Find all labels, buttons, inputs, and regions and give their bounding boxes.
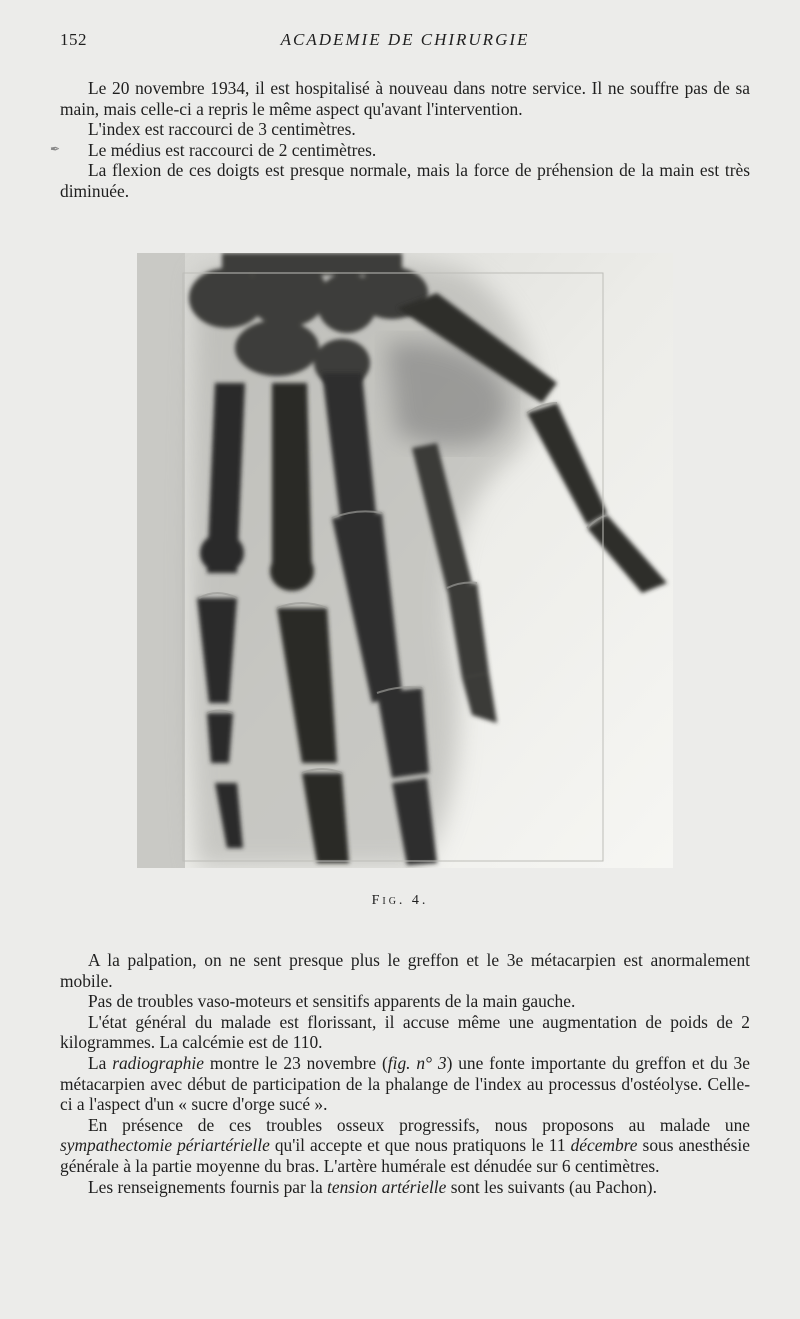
text-run: montre le 23 novembre ( bbox=[204, 1052, 388, 1073]
italic-term: tension artérielle bbox=[327, 1176, 447, 1197]
italic-date: décembre bbox=[570, 1135, 638, 1156]
paragraph: Pas de troubles vaso-moteurs et sensitifs apparents de la main gauche. bbox=[88, 991, 576, 1012]
figure-reference: fig. n° 3 bbox=[387, 1052, 447, 1073]
text-run: Les renseignements fournis par la bbox=[88, 1176, 328, 1197]
paragraph: L'index est raccourci de 3 centimètres. bbox=[88, 119, 356, 140]
paragraph bbox=[60, 1177, 750, 1198]
xray-hand-figure bbox=[137, 253, 673, 868]
text-run: En présence de ces troubles osseux progressifs, nous proposons au malade une bbox=[88, 1114, 750, 1135]
paragraph: Le 20 novembre 1934, il est hospitalisé à nouveau dans notre service. Il ne souffre pas de sa main, mais celle-ci a repris le même aspect qu'avant l'intervention. bbox=[60, 78, 750, 119]
text-run: sont les suivants (au Pachon). bbox=[446, 1176, 657, 1197]
page-header bbox=[60, 30, 750, 54]
text-run: sous anesthésie générale à la partie moyenne du bras. L'artère humérale est dénudée sur 6 centimètres. bbox=[60, 1135, 750, 1176]
figure-caption: Fig. 4. bbox=[371, 893, 429, 908]
margin-mark: ✒ bbox=[50, 142, 61, 156]
paragraph: Le médius est raccourci de 2 centimètres. bbox=[88, 139, 377, 160]
text-run: La bbox=[88, 1052, 113, 1073]
paragraph: La flexion de ces doigts est presque normale, mais la force de préhension de la main est très diminuée. bbox=[60, 160, 750, 201]
paragraph bbox=[60, 1115, 750, 1177]
paragraph: A la palpation, on ne sent presque plus le greffon et le 3e métacarpien est anormalement mobile. bbox=[60, 950, 750, 991]
running-head: ACADEMIE DE CHIRURGIE bbox=[280, 30, 530, 49]
xray-image bbox=[137, 253, 673, 868]
italic-term: radiographie bbox=[112, 1052, 204, 1073]
text-run: qu'il accepte et que nous pratiquons le 11 bbox=[269, 1135, 571, 1156]
page-number: 152 bbox=[60, 30, 87, 49]
text-block-bottom bbox=[60, 950, 750, 1197]
italic-term: sympathectomie périartérielle bbox=[60, 1135, 270, 1156]
text-block-top bbox=[60, 78, 750, 202]
paragraph: L'état général du malade est florissant, il accuse même une augmentation de poids de 2 kilogrammes. La calcémie est de 110. bbox=[60, 1011, 750, 1053]
text-run: ) une fonte importante du greffon et du 3e métacarpien avec début de participation de la phalange de l'index au processus d'ostéolyse. Celle-ci a l'aspect d'un « sucre d'orge sucé ». bbox=[60, 1052, 750, 1115]
paragraph bbox=[60, 1053, 750, 1115]
